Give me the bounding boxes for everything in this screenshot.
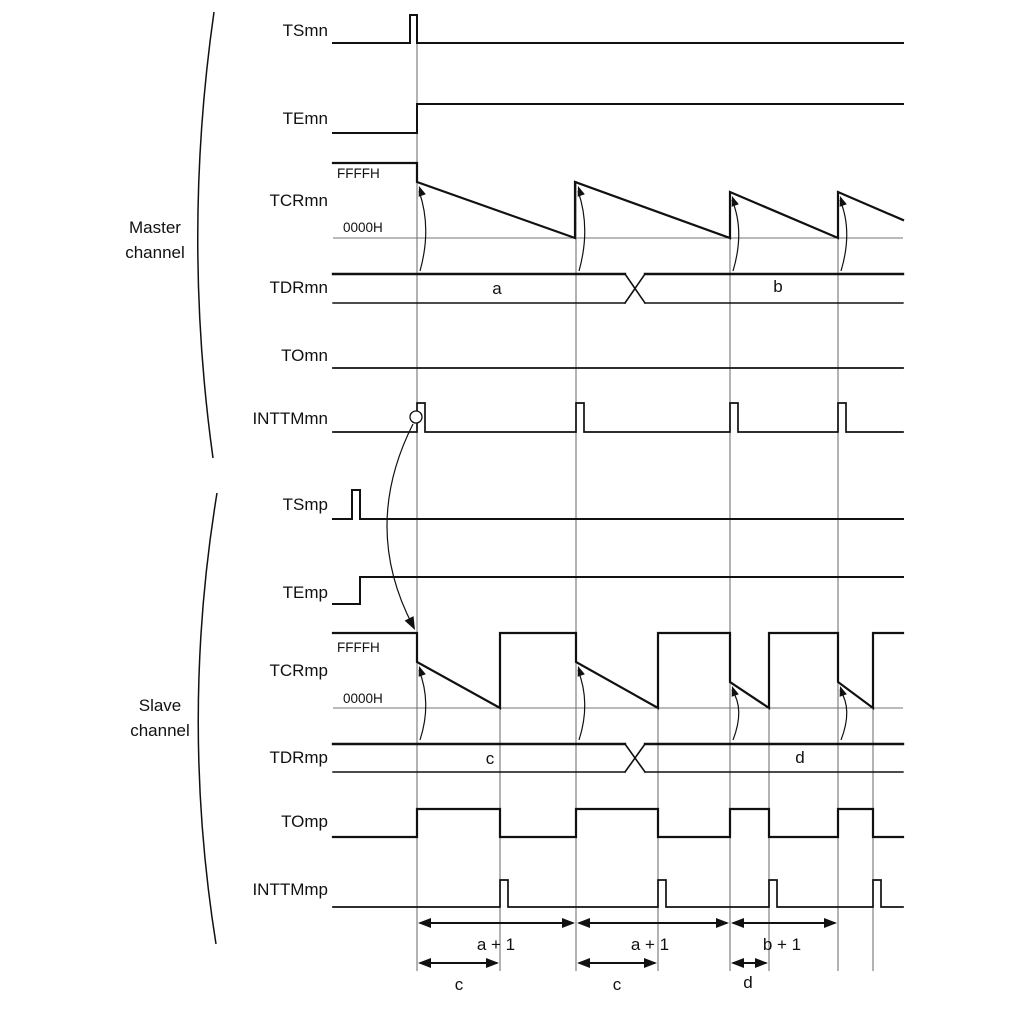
channel-label-master-line2: channel xyxy=(125,243,185,262)
dim-arrow-c-first-left-head xyxy=(418,958,431,968)
dim-label-a1-first: a + 1 xyxy=(476,935,516,954)
dim-arrow-d-left-head xyxy=(731,958,744,968)
signal-label-tcrmp: TCRmp xyxy=(269,661,328,680)
dim-arrow-c-second-right-head xyxy=(644,958,657,968)
dim-arrow-b1-left-head xyxy=(731,918,744,928)
channel-label-master-line1: Master xyxy=(129,218,181,237)
dim-arrow-c-second-left-head xyxy=(577,958,590,968)
signal-label-tsmn: TSmn xyxy=(282,21,328,40)
wave-tcrmn xyxy=(333,163,903,238)
wave-temn xyxy=(333,104,903,133)
master-channel-brace xyxy=(198,12,214,458)
dim-label-a1-second: a + 1 xyxy=(630,935,670,954)
slave-channel-brace xyxy=(198,493,217,944)
tdrmn-load-arrow-1 xyxy=(419,191,426,271)
signal-label-tcrmn: TCRmn xyxy=(269,191,328,210)
dim-arrow-a1-second-right-head xyxy=(716,918,729,928)
dim-arrow-a1-first-right-head xyxy=(562,918,575,928)
tdrmp-load-arrow-3 xyxy=(732,690,739,740)
dim-label-b1: b + 1 xyxy=(762,935,802,954)
channel-label-slave-line1: Slave xyxy=(138,696,182,715)
dim-arrow-a1-first-left-head xyxy=(418,918,431,928)
tdr-value-d: d xyxy=(795,748,805,767)
tdrmp-load-arrow-2 xyxy=(578,670,585,740)
signal-label-inttmmp: INTTMmp xyxy=(252,880,328,899)
tdrmp-load-arrow-1 xyxy=(419,670,426,740)
tdrmn-load-arrow-2 xyxy=(578,191,585,271)
signal-label-inttmmn: INTTMmn xyxy=(252,409,328,428)
tdrmp-load-arrow-4 xyxy=(840,690,847,740)
master-to-slave-trigger-arrow-head xyxy=(405,616,415,630)
level-label-tcrmn-max: FFFFH xyxy=(337,166,380,181)
tdrmn-load-arrow-1-head xyxy=(419,186,426,197)
signal-label-temp: TEmp xyxy=(282,583,328,602)
dim-arrow-d-right-head xyxy=(755,958,768,968)
tdrmn-load-arrow-2-head xyxy=(578,186,585,197)
signal-label-tomn: TOmn xyxy=(281,346,328,365)
signal-label-temn: TEmn xyxy=(282,109,328,128)
tdrmn-load-arrow-4 xyxy=(840,200,847,271)
dim-arrow-c-first-right-head xyxy=(486,958,499,968)
level-label-tcrmp-max: FFFFH xyxy=(337,640,380,655)
tdrmn-load-arrow-3 xyxy=(732,200,739,271)
tdr-value-a: a xyxy=(492,279,502,298)
tdrmn-load-arrow-4-head xyxy=(840,196,847,207)
level-label-tcrmp-min: 0000H xyxy=(343,691,383,706)
tdrmn-load-arrow-3-head xyxy=(732,196,739,207)
signal-label-tomp: TOmp xyxy=(281,812,328,831)
interrupt-trigger-circle xyxy=(410,411,422,423)
wave-temp xyxy=(333,577,903,604)
tdr-value-b: b xyxy=(773,277,783,296)
dim-label-c-first: c xyxy=(454,975,464,994)
dim-label-d: d xyxy=(743,973,753,992)
signal-label-tdrmn: TDRmn xyxy=(269,278,328,297)
dim-arrow-b1-right-head xyxy=(824,918,837,928)
wave-tomp xyxy=(333,809,903,837)
dim-label-c-second: c xyxy=(612,975,622,994)
master-to-slave-trigger-arrow xyxy=(387,424,413,626)
tdrmp-load-arrow-1-head xyxy=(419,666,426,677)
level-label-tcrmn-min: 0000H xyxy=(343,220,383,235)
tdr-value-c: c xyxy=(485,749,495,768)
channel-label-slave-line2: channel xyxy=(130,721,190,740)
wave-tsmp xyxy=(333,490,903,519)
signal-label-tsmp: TSmp xyxy=(282,495,328,514)
wave-inttmmp xyxy=(333,880,903,907)
wave-tcrmp xyxy=(333,633,903,708)
dim-arrow-a1-second-left-head xyxy=(577,918,590,928)
signal-label-tdrmp: TDRmp xyxy=(269,748,328,767)
wave-tsmn xyxy=(333,15,903,43)
